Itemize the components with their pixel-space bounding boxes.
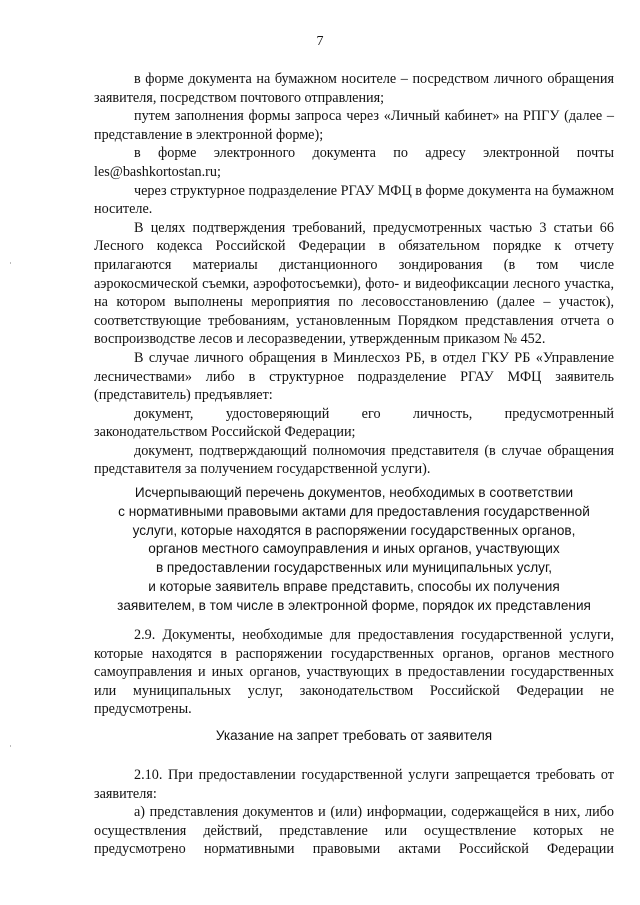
- paragraph-paper-form: в форме документа на бумажном носителе – посредством личного обращения заявителя, посредством почтового отправления;: [94, 71, 614, 106]
- paragraph-personal-cabinet: путем заполнения формы запроса через «Личный кабинет» на РПГУ (далее – представление в электронной форме);: [94, 108, 614, 143]
- page-number: 7: [316, 34, 324, 49]
- paragraph-personal-visit: В случае личного обращения в Минлесхоз РБ, в отдел ГКУ РБ «Управление лесничествами» либо в структурное подразделение РГАУ МФЦ заявитель (представитель) предъявляет:: [94, 349, 614, 404]
- scan-mark: [10, 745, 11, 747]
- paragraph-authority-document: документ, подтверждающий полномочия представителя (в случае обращения представителя за получением государственной услуги).: [94, 442, 614, 478]
- heading-line: и которые заявитель вправе представить, способы их получения: [148, 578, 560, 594]
- paragraph-identity-document: документ, удостоверяющий его личность, предусмотренный законодательством Российской Федерации;: [94, 405, 614, 441]
- heading-line: услуги, которые находятся в распоряжении государственных органов,: [132, 522, 576, 538]
- section-heading-documents: [94, 484, 614, 616]
- heading-line: в предоставлении государственных или муниципальных услуг,: [155, 560, 553, 576]
- paragraph-email: в форме электронного документа по адресу электронной почты les@bashkortostan.ru;: [94, 145, 614, 180]
- paragraph-requirements: В целях подтверждения требований, предусмотренных частью 3 статьи 66 Лесного кодекса Российской Федерации в обязательном порядке к отчету прилагаются материалы дистанционного зондирования (в том числе аэрокосмической съемки, аэрофотосъемки), фото- и видеофиксации лесного участка, на котором выполнены мероприятия по лесовосстановлению (далее – участок), соответствующие требованиям, установленным Порядком представления отчета о воспроизводстве лесов и лесоразведении, утвержденным приказом № 452.: [94, 219, 614, 348]
- delivery-methods-block: [94, 70, 614, 479]
- section-2-10: [94, 766, 614, 859]
- scan-mark: [10, 262, 11, 264]
- paragraph-2-9: 2.9. Документы, необходимые для предоставления государственной услуги, которые находятся в распоряжении государственных органов, органов местного самоуправления и иных органов, участвующих в предоставлении государственных или муниципальных услуг, законодательством Российской Федерации не предусмотрены.: [94, 627, 614, 718]
- heading-line: органов местного самоуправления и иных органов, участвующих: [148, 541, 560, 557]
- heading-line: с нормативными правовыми актами для предоставления государственной: [118, 503, 590, 519]
- paragraph-item-a: а) представления документов и (или) информации, содержащейся в них, либо осуществления действий, представление или осуществление которых не предусмотрено нормативными правовыми актами Российской Федерации: [94, 804, 614, 858]
- paragraph-2-10: 2.10. При предоставлении государственной услуги запрещается требовать от заявителя:: [94, 767, 614, 802]
- section-heading-prohibition: [94, 727, 614, 746]
- section-2-9: [94, 626, 614, 719]
- heading-line: заявителем, в том числе в электронной форме, порядок их представления: [117, 597, 591, 613]
- heading-line: Исчерпывающий перечень документов, необходимых в соответствии: [134, 485, 574, 500]
- heading-prohibition: Указание на запрет требовать от заявителя: [215, 728, 493, 743]
- paragraph-mfc: через структурное подразделение РГАУ МФЦ в форме документа на бумажном носителе.: [94, 182, 614, 218]
